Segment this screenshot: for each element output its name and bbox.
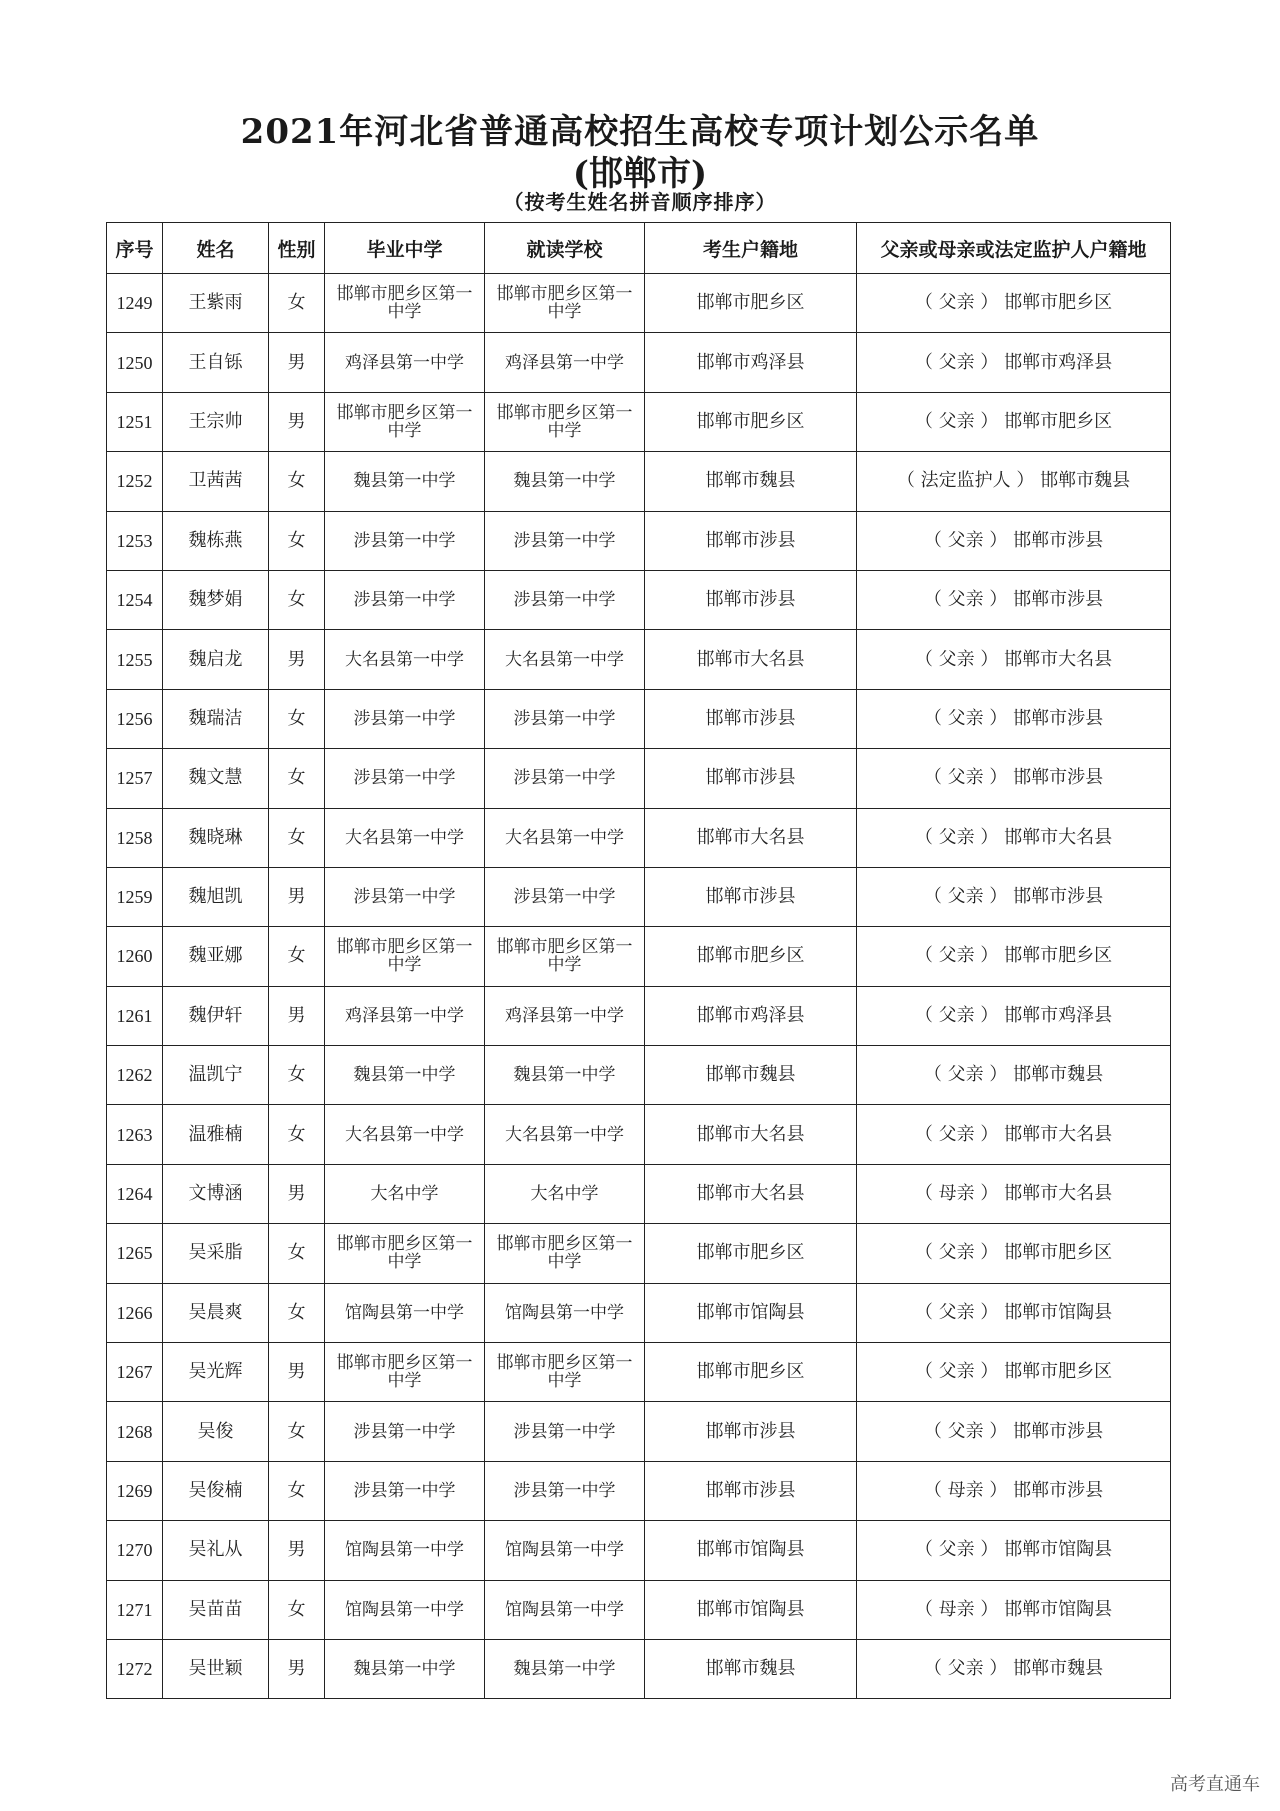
cell-name: 文博涵 [163,1164,269,1223]
table-row [107,689,1171,748]
table-row [107,1521,1171,1580]
cell-name: 吴采脂 [163,1224,269,1283]
cell-sex: 男 [269,392,325,451]
cell-name: 吴苗苗 [163,1580,269,1639]
cell-sex: 男 [269,1343,325,1402]
cell-name: 王自铄 [163,333,269,392]
cell-graduation-school: 大名县第一中学 [325,630,485,689]
table-row [107,1283,1171,1342]
cell-graduation-school: 邯郸市肥乡区第一中学 [325,1224,485,1283]
cell-current-school: 魏县第一中学 [485,1639,645,1698]
cell-hukou: 邯郸市涉县 [645,689,857,748]
cell-current-school: 大名中学 [485,1164,645,1223]
cell-name: 吴俊 [163,1402,269,1461]
cell-sex: 女 [269,511,325,570]
cell-guardian-hukou: （ 父亲 ） 邯郸市涉县 [857,867,1171,926]
table-row [107,274,1171,333]
table-row [107,333,1171,392]
cell-name: 魏栋燕 [163,511,269,570]
cell-hukou: 邯郸市涉县 [645,867,857,926]
cell-number: 1254 [107,570,163,629]
column-header: 毕业中学 [325,223,485,274]
cell-sex: 男 [269,333,325,392]
cell-current-school: 邯郸市肥乡区第一中学 [485,392,645,451]
cell-sex: 女 [269,1105,325,1164]
cell-hukou: 邯郸市涉县 [645,1461,857,1520]
cell-sex: 女 [269,927,325,986]
column-header: 姓名 [163,223,269,274]
cell-number: 1261 [107,986,163,1045]
cell-guardian-hukou: （ 父亲 ） 邯郸市馆陶县 [857,1283,1171,1342]
table-row [107,1580,1171,1639]
cell-hukou: 邯郸市大名县 [645,1105,857,1164]
cell-graduation-school: 涉县第一中学 [325,1402,485,1461]
cell-number: 1253 [107,511,163,570]
table-row [107,927,1171,986]
cell-sex: 男 [269,1164,325,1223]
cell-number: 1252 [107,452,163,511]
cell-graduation-school: 邯郸市肥乡区第一中学 [325,1343,485,1402]
header-row [107,223,1171,274]
cell-hukou: 邯郸市馆陶县 [645,1283,857,1342]
cell-guardian-hukou: （ 父亲 ） 邯郸市肥乡区 [857,392,1171,451]
table-row [107,1343,1171,1402]
cell-number: 1260 [107,927,163,986]
cell-graduation-school: 鸡泽县第一中学 [325,333,485,392]
cell-number: 1255 [107,630,163,689]
cell-guardian-hukou: （ 父亲 ） 邯郸市魏县 [857,1046,1171,1105]
cell-hukou: 邯郸市肥乡区 [645,1343,857,1402]
cell-sex: 女 [269,1461,325,1520]
document-subtitle: (邯郸市) [572,154,708,194]
cell-current-school: 大名县第一中学 [485,808,645,867]
cell-sex: 男 [269,867,325,926]
document-title: 2021年河北省普通高校招生高校专项计划公示名单 [240,112,1040,152]
cell-guardian-hukou: （ 父亲 ） 邯郸市涉县 [857,749,1171,808]
cell-number: 1249 [107,274,163,333]
cell-number: 1270 [107,1521,163,1580]
cell-hukou: 邯郸市馆陶县 [645,1521,857,1580]
table-row [107,808,1171,867]
cell-hukou: 邯郸市鸡泽县 [645,986,857,1045]
cell-hukou: 邯郸市魏县 [645,1046,857,1105]
cell-number: 1263 [107,1105,163,1164]
cell-graduation-school: 鸡泽县第一中学 [325,986,485,1045]
cell-number: 1268 [107,1402,163,1461]
cell-sex: 女 [269,689,325,748]
cell-graduation-school: 涉县第一中学 [325,749,485,808]
cell-hukou: 邯郸市鸡泽县 [645,333,857,392]
cell-hukou: 邯郸市大名县 [645,808,857,867]
cell-hukou: 邯郸市肥乡区 [645,392,857,451]
cell-sex: 男 [269,1521,325,1580]
cell-number: 1257 [107,749,163,808]
cell-current-school: 馆陶县第一中学 [485,1283,645,1342]
cell-number: 1267 [107,1343,163,1402]
cell-hukou: 邯郸市大名县 [645,630,857,689]
cell-current-school: 鸡泽县第一中学 [485,986,645,1045]
cell-graduation-school: 馆陶县第一中学 [325,1283,485,1342]
cell-current-school: 邯郸市肥乡区第一中学 [485,1343,645,1402]
cell-hukou: 邯郸市魏县 [645,1639,857,1698]
cell-graduation-school: 涉县第一中学 [325,570,485,629]
table-row [107,392,1171,451]
table-row [107,867,1171,926]
cell-guardian-hukou: （ 父亲 ） 邯郸市大名县 [857,808,1171,867]
cell-sex: 女 [269,1580,325,1639]
watermark: 高考直通车 [1170,1774,1260,1795]
roster-table [106,222,1171,1699]
cell-graduation-school: 邯郸市肥乡区第一中学 [325,392,485,451]
cell-sex: 女 [269,1402,325,1461]
cell-current-school: 魏县第一中学 [485,1046,645,1105]
cell-name: 吴礼从 [163,1521,269,1580]
column-header: 就读学校 [485,223,645,274]
cell-guardian-hukou: （ 父亲 ） 邯郸市魏县 [857,1639,1171,1698]
cell-guardian-hukou: （ 父亲 ） 邯郸市肥乡区 [857,1343,1171,1402]
cell-hukou: 邯郸市涉县 [645,511,857,570]
table-row [107,1224,1171,1283]
cell-current-school: 涉县第一中学 [485,1402,645,1461]
cell-guardian-hukou: （ 父亲 ） 邯郸市涉县 [857,1402,1171,1461]
cell-guardian-hukou: （ 父亲 ） 邯郸市涉县 [857,689,1171,748]
cell-name: 温凯宁 [163,1046,269,1105]
cell-guardian-hukou: （ 父亲 ） 邯郸市大名县 [857,1105,1171,1164]
cell-graduation-school: 大名县第一中学 [325,1105,485,1164]
cell-number: 1262 [107,1046,163,1105]
cell-guardian-hukou: （ 父亲 ） 邯郸市大名县 [857,630,1171,689]
cell-current-school: 邯郸市肥乡区第一中学 [485,927,645,986]
cell-graduation-school: 大名中学 [325,1164,485,1223]
cell-number: 1266 [107,1283,163,1342]
cell-graduation-school: 大名县第一中学 [325,808,485,867]
cell-hukou: 邯郸市肥乡区 [645,1224,857,1283]
cell-hukou: 邯郸市肥乡区 [645,274,857,333]
cell-number: 1258 [107,808,163,867]
column-header: 考生户籍地 [645,223,857,274]
cell-graduation-school: 涉县第一中学 [325,511,485,570]
cell-name: 魏瑞洁 [163,689,269,748]
cell-guardian-hukou: （ 父亲 ） 邯郸市鸡泽县 [857,986,1171,1045]
cell-name: 吴世颖 [163,1639,269,1698]
cell-current-school: 大名县第一中学 [485,1105,645,1164]
cell-guardian-hukou: （ 父亲 ） 邯郸市肥乡区 [857,1224,1171,1283]
cell-sex: 女 [269,749,325,808]
cell-name: 卫茜茜 [163,452,269,511]
sort-note: （按考生姓名拼音顺序排序） [503,190,777,214]
cell-current-school: 馆陶县第一中学 [485,1580,645,1639]
table-row [107,1639,1171,1698]
cell-name: 温雅楠 [163,1105,269,1164]
cell-current-school: 涉县第一中学 [485,1461,645,1520]
cell-sex: 女 [269,1046,325,1105]
table-row [107,986,1171,1045]
cell-graduation-school: 魏县第一中学 [325,1639,485,1698]
cell-sex: 男 [269,630,325,689]
cell-hukou: 邯郸市涉县 [645,749,857,808]
cell-current-school: 魏县第一中学 [485,452,645,511]
cell-name: 魏伊轩 [163,986,269,1045]
column-header: 性别 [269,223,325,274]
cell-current-school: 邯郸市肥乡区第一中学 [485,274,645,333]
cell-graduation-school: 邯郸市肥乡区第一中学 [325,927,485,986]
cell-graduation-school: 魏县第一中学 [325,452,485,511]
cell-guardian-hukou: （ 父亲 ） 邯郸市肥乡区 [857,927,1171,986]
cell-current-school: 鸡泽县第一中学 [485,333,645,392]
cell-name: 王紫雨 [163,274,269,333]
cell-sex: 女 [269,452,325,511]
cell-number: 1256 [107,689,163,748]
cell-current-school: 涉县第一中学 [485,689,645,748]
table-row [107,570,1171,629]
cell-sex: 男 [269,986,325,1045]
cell-graduation-school: 涉县第一中学 [325,1461,485,1520]
cell-hukou: 邯郸市馆陶县 [645,1580,857,1639]
cell-guardian-hukou: （ 父亲 ） 邯郸市馆陶县 [857,1521,1171,1580]
cell-graduation-school: 涉县第一中学 [325,689,485,748]
cell-graduation-school: 馆陶县第一中学 [325,1580,485,1639]
cell-name: 吴晨爽 [163,1283,269,1342]
cell-name: 吴光辉 [163,1343,269,1402]
cell-guardian-hukou: （ 父亲 ） 邯郸市鸡泽县 [857,333,1171,392]
cell-hukou: 邯郸市肥乡区 [645,927,857,986]
cell-name: 王宗帅 [163,392,269,451]
table-row [107,511,1171,570]
cell-number: 1265 [107,1224,163,1283]
cell-name: 魏文慧 [163,749,269,808]
column-header: 序号 [107,223,163,274]
cell-number: 1272 [107,1639,163,1698]
cell-name: 魏启龙 [163,630,269,689]
cell-name: 吴俊楠 [163,1461,269,1520]
table-row [107,749,1171,808]
cell-current-school: 涉县第一中学 [485,511,645,570]
cell-current-school: 涉县第一中学 [485,749,645,808]
cell-guardian-hukou: （ 母亲 ） 邯郸市涉县 [857,1461,1171,1520]
table-row [107,1461,1171,1520]
cell-hukou: 邯郸市魏县 [645,452,857,511]
cell-guardian-hukou: （ 母亲 ） 邯郸市大名县 [857,1164,1171,1223]
cell-sex: 女 [269,570,325,629]
column-header: 父亲或母亲或法定监护人户籍地 [857,223,1171,274]
cell-name: 魏亚娜 [163,927,269,986]
cell-current-school: 馆陶县第一中学 [485,1521,645,1580]
cell-graduation-school: 馆陶县第一中学 [325,1521,485,1580]
cell-current-school: 涉县第一中学 [485,867,645,926]
cell-sex: 女 [269,1224,325,1283]
table-row [107,1164,1171,1223]
cell-sex: 女 [269,274,325,333]
cell-number: 1271 [107,1580,163,1639]
cell-guardian-hukou: （ 法定监护人 ） 邯郸市魏县 [857,452,1171,511]
cell-number: 1250 [107,333,163,392]
cell-graduation-school: 魏县第一中学 [325,1046,485,1105]
cell-hukou: 邯郸市涉县 [645,1402,857,1461]
cell-number: 1251 [107,392,163,451]
cell-guardian-hukou: （ 父亲 ） 邯郸市涉县 [857,511,1171,570]
table-row [107,1046,1171,1105]
cell-name: 魏晓琳 [163,808,269,867]
cell-graduation-school: 邯郸市肥乡区第一中学 [325,274,485,333]
cell-sex: 女 [269,808,325,867]
cell-sex: 男 [269,1639,325,1698]
cell-guardian-hukou: （ 父亲 ） 邯郸市涉县 [857,570,1171,629]
cell-number: 1264 [107,1164,163,1223]
cell-name: 魏旭凯 [163,867,269,926]
cell-number: 1259 [107,867,163,926]
table-row [107,1402,1171,1461]
cell-graduation-school: 涉县第一中学 [325,867,485,926]
table-row [107,1105,1171,1164]
cell-guardian-hukou: （ 父亲 ） 邯郸市肥乡区 [857,274,1171,333]
cell-number: 1269 [107,1461,163,1520]
table-row [107,452,1171,511]
cell-current-school: 涉县第一中学 [485,570,645,629]
cell-hukou: 邯郸市大名县 [645,1164,857,1223]
cell-guardian-hukou: （ 母亲 ） 邯郸市馆陶县 [857,1580,1171,1639]
cell-hukou: 邯郸市涉县 [645,570,857,629]
cell-name: 魏梦娟 [163,570,269,629]
cell-current-school: 邯郸市肥乡区第一中学 [485,1224,645,1283]
cell-current-school: 大名县第一中学 [485,630,645,689]
cell-sex: 女 [269,1283,325,1342]
table-row [107,630,1171,689]
